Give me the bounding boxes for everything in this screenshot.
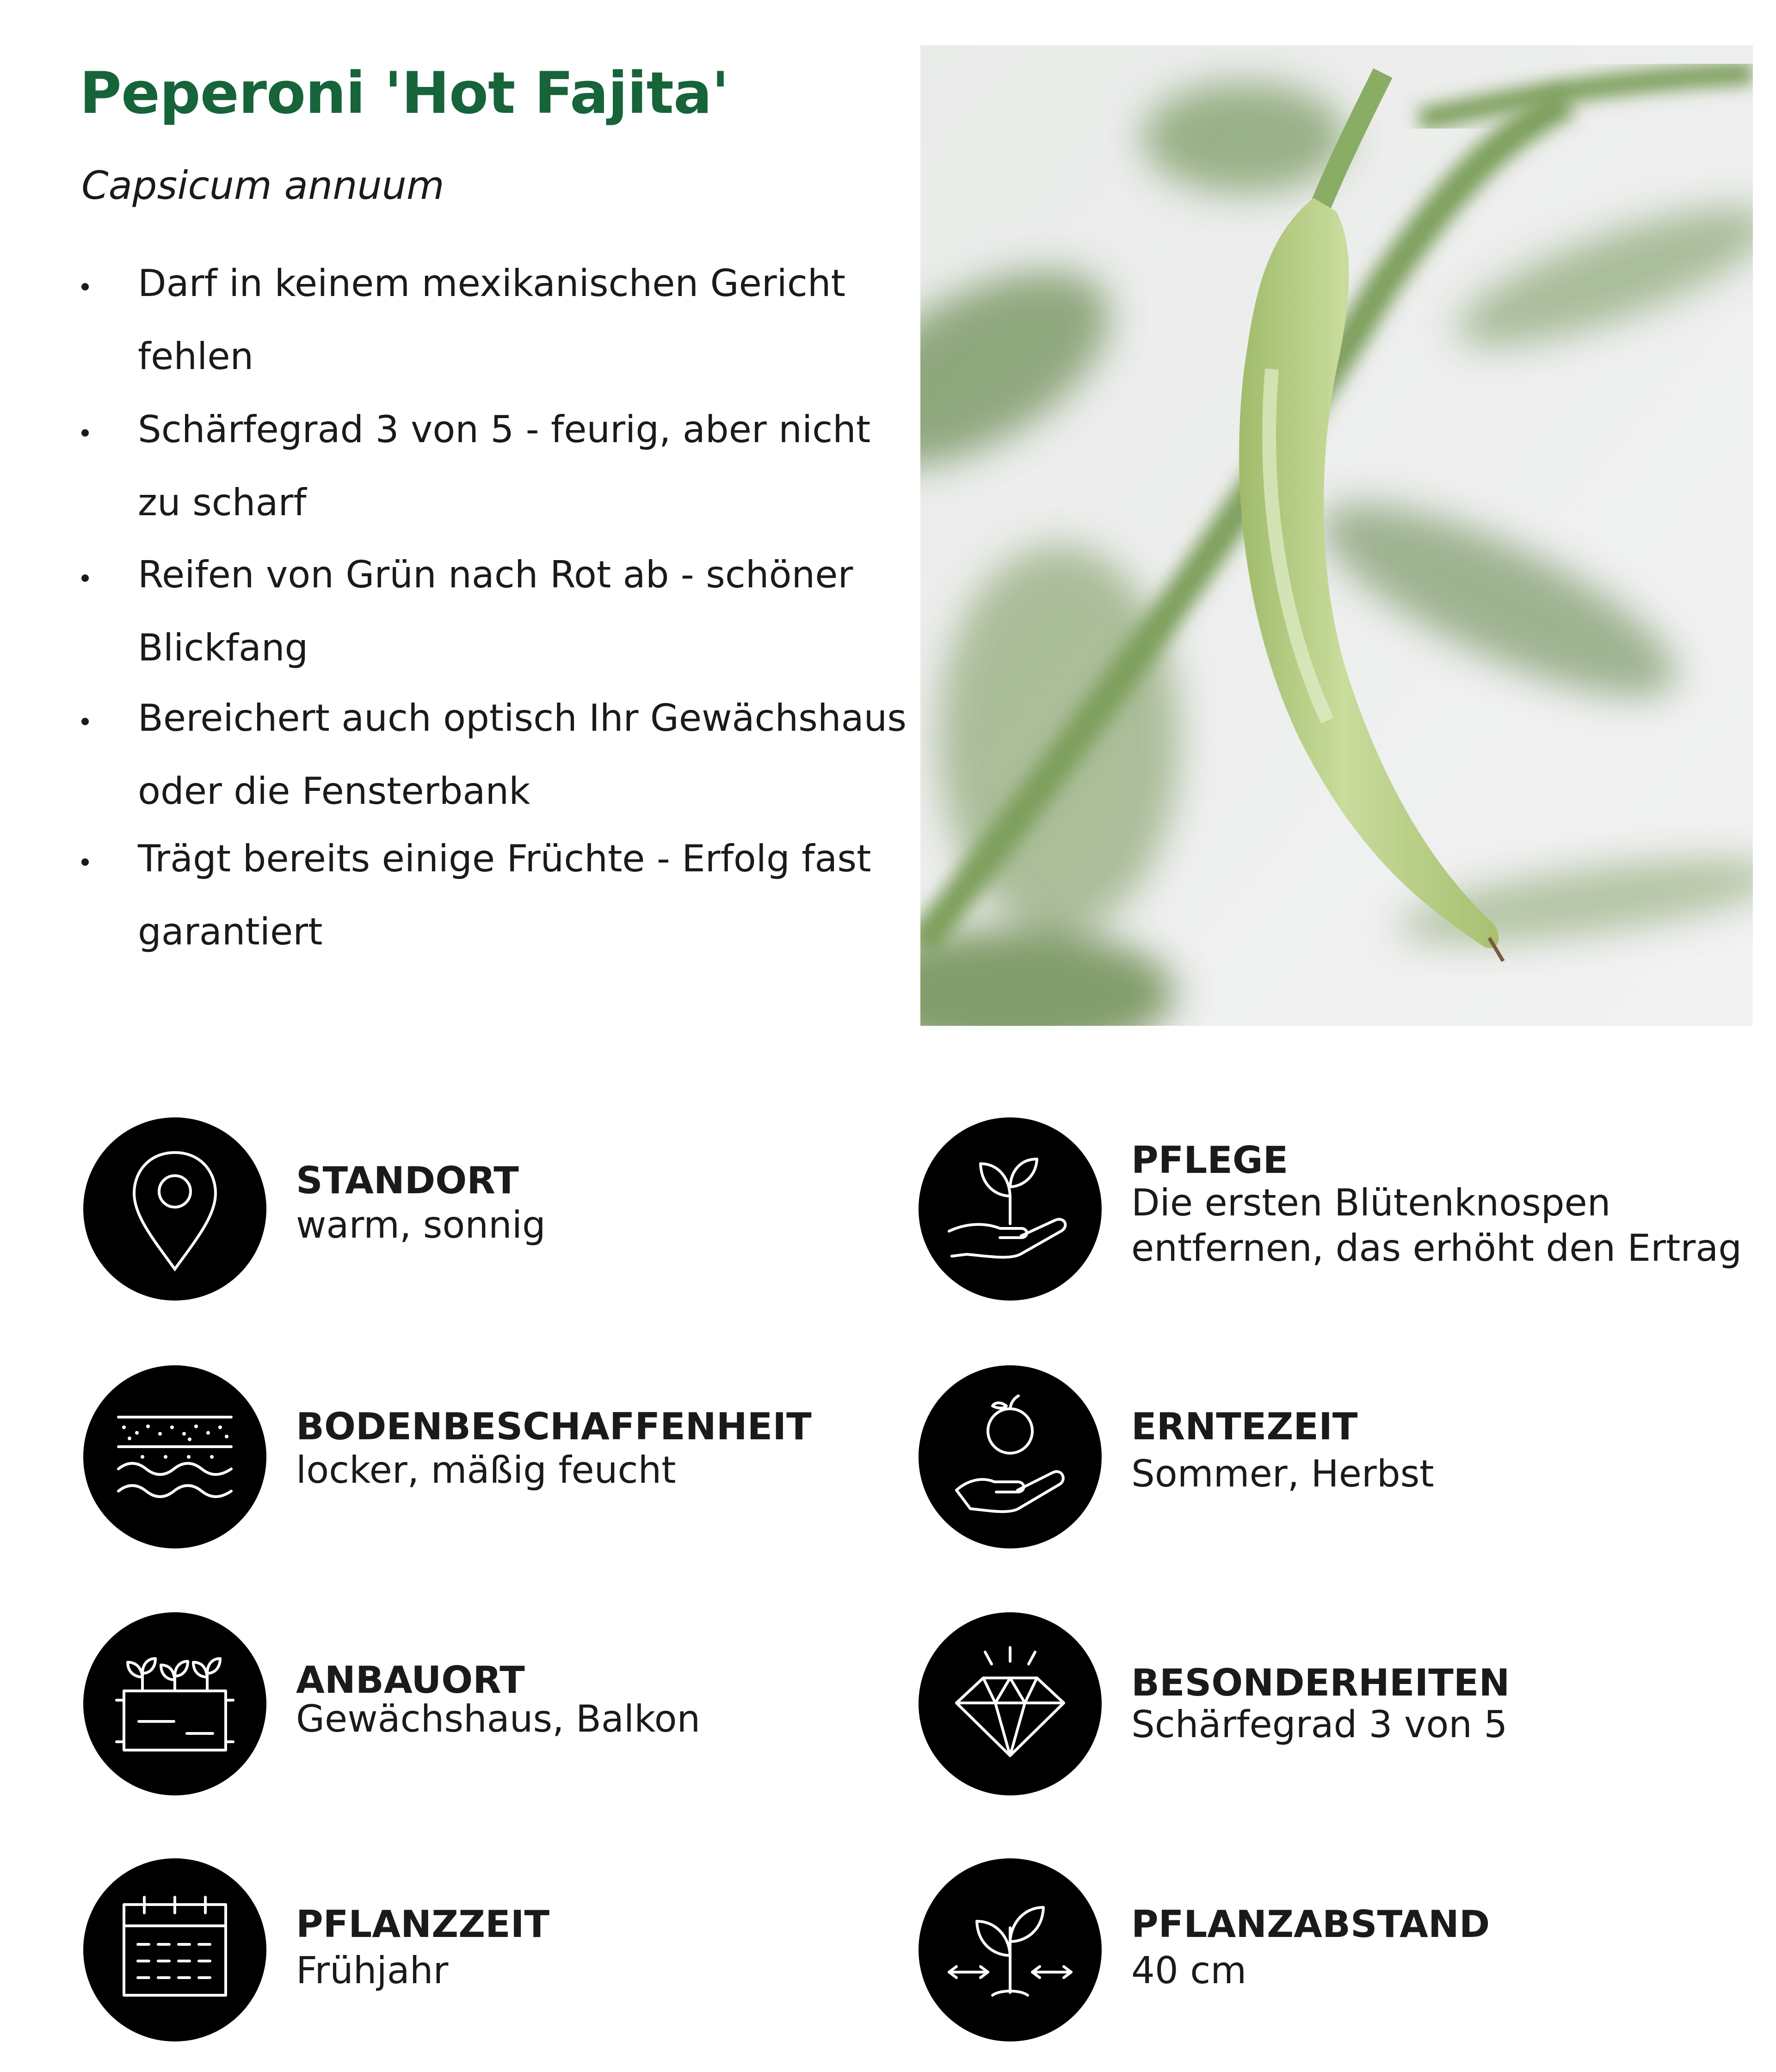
hand-fruit-icon [919, 1365, 1102, 1548]
feature-value: 40 cm [1131, 1949, 1247, 1992]
bullet-text: garantiert [138, 910, 323, 953]
bullet-dot [81, 429, 89, 437]
bullet-text: Darf in keinem mexikanischen Gericht [138, 262, 845, 305]
feature-label: PFLANZABSTAND [1131, 1903, 1490, 1946]
bullet-dot [81, 858, 89, 866]
erntezeit-icon-circle [919, 1365, 1102, 1548]
feature-label: STANDORT [296, 1159, 519, 1202]
feature-value: warm, sonnig [296, 1203, 546, 1246]
feature-value: entfernen, das erhöht den Ertrag [1131, 1227, 1742, 1270]
location-pin-icon [83, 1117, 266, 1301]
bullet-dot [81, 574, 89, 582]
anbauort-icon-circle [83, 1612, 266, 1795]
bullet-text: Reifen von Grün nach Rot ab - schöner [138, 553, 853, 596]
calendar-icon [83, 1858, 266, 2041]
pepper-photo [920, 45, 1753, 1026]
pflanzabstand-icon-circle [919, 1858, 1102, 2041]
hand-seedling-icon [919, 1117, 1102, 1301]
bullet-text: zu scharf [138, 481, 307, 524]
diamond-icon [919, 1612, 1102, 1795]
pflanzzeit-icon-circle [83, 1858, 266, 2041]
standort-icon-circle [83, 1117, 266, 1301]
bullet-text: Bereichert auch optisch Ihr Gewächshaus [138, 697, 906, 740]
feature-bodenbeschaffenheit [83, 1365, 870, 1560]
bullet-text: oder die Fensterbank [138, 770, 530, 813]
bullet-text: Blickfang [138, 626, 308, 669]
feature-erntezeit [919, 1365, 1705, 1560]
feature-label: ANBAUORT [296, 1659, 525, 1702]
feature-value: Sommer, Herbst [1131, 1452, 1434, 1495]
plant-spacing-icon [919, 1858, 1102, 2041]
feature-pflege [919, 1117, 1742, 1312]
feature-pflanzzeit [83, 1858, 870, 2053]
feature-label: PFLANZZEIT [296, 1903, 550, 1946]
feature-pflanzabstand [919, 1858, 1705, 2053]
feature-value: Schärfegrad 3 von 5 [1131, 1703, 1508, 1746]
feature-besonderheiten [919, 1612, 1705, 1807]
bullet-text: Schärfegrad 3 von 5 - feurig, aber nicht [138, 408, 871, 451]
feature-label: BODENBESCHAFFENHEIT [296, 1405, 812, 1448]
bullet-dot [81, 718, 89, 725]
feature-value: Frühjahr [296, 1949, 449, 1992]
feature-bullet-list [0, 0, 906, 1018]
pflege-icon-circle [919, 1117, 1102, 1301]
feature-label: PFLEGE [1131, 1139, 1289, 1182]
bullet-text: Trägt bereits einige Früchte - Erfolg fast [138, 837, 871, 880]
bullet-dot [81, 283, 89, 290]
product-title: Peperoni 'Hot Fajita' [80, 60, 729, 127]
bullet-text: fehlen [138, 335, 254, 378]
besonderheiten-icon-circle [919, 1612, 1102, 1795]
feature-anbauort [83, 1612, 870, 1807]
boden-icon-circle [83, 1365, 266, 1548]
feature-value: Gewächshaus, Balkon [296, 1697, 701, 1740]
latin-name: Capsicum annuum [81, 163, 444, 208]
feature-standort [83, 1117, 870, 1312]
feature-value: locker, mäßig feucht [296, 1449, 676, 1492]
feature-value: Die ersten Blütenknospen [1131, 1181, 1611, 1224]
planter-box-icon [83, 1612, 266, 1795]
feature-label: BESONDERHEITEN [1131, 1661, 1510, 1704]
feature-label: ERNTEZEIT [1131, 1405, 1358, 1448]
soil-layers-icon [83, 1365, 266, 1548]
